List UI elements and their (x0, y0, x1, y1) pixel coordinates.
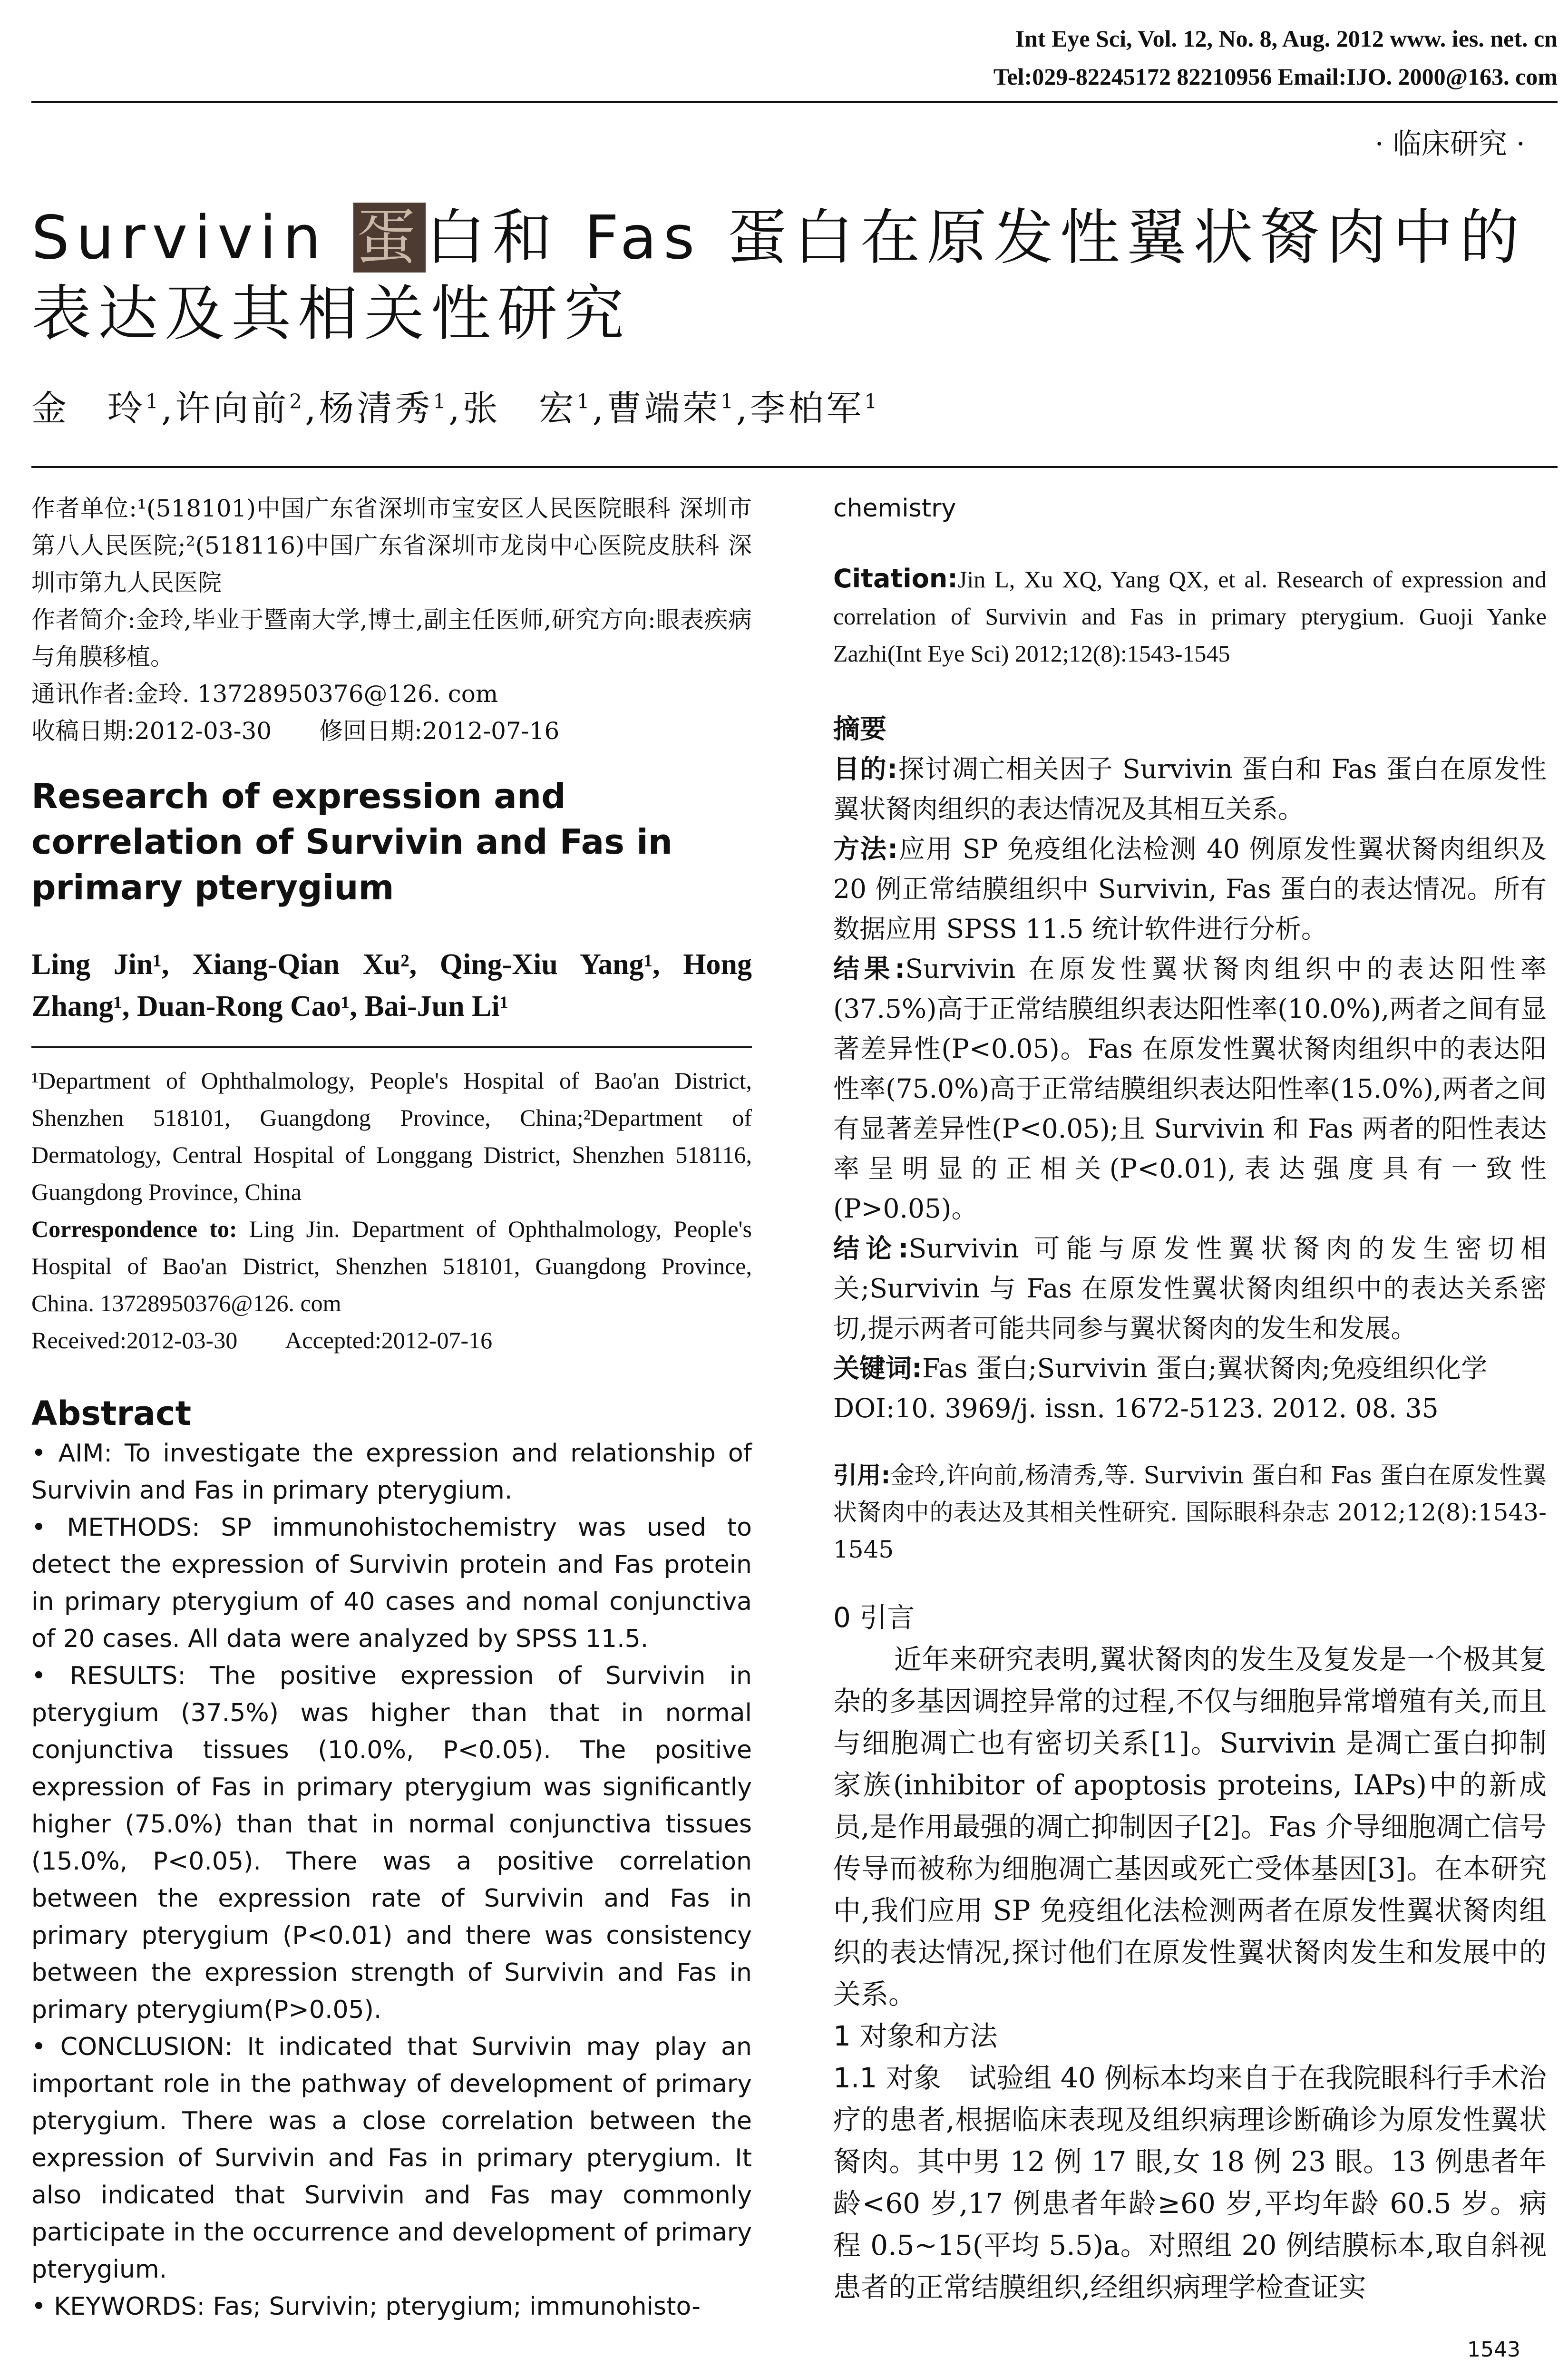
author-list-cn: 金 玲$^1$,许向前$^2$,杨清秀$^1$,张 宏$^1$,曹端荣$^1$,李柏军$^1$ (31, 388, 880, 429)
paper-title (31, 200, 1553, 352)
left-column (31, 490, 752, 2325)
dates-line: 收稿日期:2012-03-30 修回日期:2012-07-16 (31, 717, 560, 745)
cn-abstract-label: 结果: (833, 954, 906, 984)
title-highlight: 蛋 (353, 203, 426, 273)
cn-abstract-label: 关键词: (833, 1353, 922, 1383)
cn-citation-label: 引用: (833, 1461, 891, 1489)
affiliation-divider (31, 1046, 752, 1048)
abstract-aim: • AIM: To investigate the expression and relationship of Survivin and Fas in primary pterygium. (31, 1439, 752, 1505)
title-part-1: Survivin (31, 203, 353, 273)
cn-abstract-label: 方法: (833, 834, 898, 864)
correspondence (31, 1210, 752, 1322)
journal-contact-line: Tel:029-82245172 82210956 Email:IJO. 2000@163. com (993, 63, 1558, 90)
citation-text: Jin L, Xu XQ, Yang QX, et al. Research of expression and correlation of Survivin and Fas in primary pterygium. Guoji Yanke Zazhi(Int Eye Sci) 2012;12(8):1543-1545 (833, 566, 1547, 667)
journal-info-line: Int Eye Sci, Vol. 12, No. 8, Aug. 2012 www. ies. net. cn (1015, 25, 1558, 52)
cn-citation-text: 金玲,许向前,杨清秀,等. Survivin 蛋白和 Fas 蛋白在原发性翼状胬肉中的表达及其相关性研究. 国际眼科杂志 2012;12(8):1543-1545 (833, 1461, 1547, 1563)
author-name: 曹端荣 (606, 388, 721, 429)
cn-abstract-methods (833, 829, 1547, 949)
authors-divider (31, 466, 1558, 468)
english-title: Research of expression and correlation of Survivin and Fas in primary pterygium (31, 776, 673, 907)
author-sup: 1 (433, 390, 449, 413)
author-name: 李柏军 (750, 388, 865, 429)
abstract-conclusion: • CONCLUSION: It indicated that Survivin may play an important role in the pathway of development of primary pterygium. There was a close correlation between the expression of Survivin and Fas in primary pterygium. It also indicated that Survivin and Fas may commonly participate in the occurrence and development of primary pterygium. (31, 2033, 752, 2284)
author-sup: 1 (864, 390, 880, 413)
title-part-2: 白和 Fas 蛋白在原发性翼状胬肉中的表达及其相关性研究 (31, 203, 1526, 349)
cn-citation (833, 1457, 1547, 1568)
cn-abstract-conclusion (833, 1228, 1547, 1348)
cn-abstract-label: 结论: (833, 1233, 909, 1264)
correspondence-text: Ling Jin. Department of Ophthalmology, People's Hospital of Bao'an District, Shenzhen 518101, Guangdong Province, China. 13728950376@126. com (31, 1216, 752, 1316)
abstract-results: • RESULTS: The positive expression of Survivin in pterygium (37.5%) was higher than that in normal conjunctiva tissues (10.0%, P<0.05). The positive expression of Fas in primary pterygium was significantly higher (75.0%) than that in normal conjunctiva tissues (15.0%, P<0.05). There was a positive correlation between the expression rate of Survivin and Fas in primary pterygium (P<0.01) and there was consistency between the expression strength of Survivin and Fas in primary pterygium(P>0.05). (31, 1662, 752, 2024)
cn-abstract-results (833, 949, 1547, 1228)
journal-header (31, 0, 1558, 102)
affiliation-cn (31, 490, 752, 750)
author-sup: 1 (576, 390, 593, 413)
cn-abstract-label: 目的: (833, 754, 898, 784)
abstract-methods: • METHODS: SP immunohistochemistry was used to detect the expression of Survivin protein and Fas protein in primary pterygium of 40 cases and nomal conjunctiva of 20 cases. All data were analyzed by SPSS 11.5. (31, 1513, 752, 1653)
author-sup: 2 (289, 390, 305, 413)
author-name: 张 宏 (462, 388, 577, 429)
author-sup: 1 (146, 390, 161, 413)
english-authors: Ling Jin¹, Xiang-Qian Xu², Qing-Xiu Yang¹, Hong Zhang¹, Duan-Rong Cao¹, Bai-Jun Li¹ (31, 948, 752, 1023)
corresponding-author-line: 通讯作者:金玲. 13728950376@126. com (31, 680, 498, 708)
cn-abstract-heading: 摘要 (833, 714, 886, 745)
author-sup: 1 (721, 390, 736, 413)
author-name: 杨清秀 (319, 388, 433, 429)
author-name: 许向前 (175, 388, 290, 429)
correspondence-label: Correspondence to: (31, 1216, 237, 1242)
citation (833, 560, 1547, 672)
received-dates: Received:2012-03-30 Accepted:2012-07-16 (31, 1327, 493, 1354)
methods-heading: 1 对象和方法 (833, 2020, 998, 2052)
author-bio-line: 作者简介:金玲,毕业于暨南大学,博士,副主任医师,研究方向:眼表疾病与角膜移植。 (31, 606, 752, 671)
affiliation-line: 作者单位:¹(518101)中国广东省深圳市宝安区人民医院眼科 深圳市第八人民医院;²(518116)中国广东省深圳市龙岗中心医院皮肤科 深圳市第九人民医院 (31, 495, 752, 596)
cn-abstract-aim (833, 749, 1547, 829)
subsection-text: 试验组 40 例标本均来自于在我院眼科行手术治疗的患者,根据临床表现及组织病理诊断确诊为原发性翼状胬肉。其中男 12 例 17 眼,女 18 例 23 眼。13 例患者年龄<60 岁,17 例患者年龄≥60 岁,平均年龄 60.5 岁。病程 0.5~15(平均 5.5)a。对照组 20 例结膜标本,取自斜视患者的正常结膜组织,经组织病理学检查证实 (833, 2062, 1547, 2303)
right-column (833, 490, 1547, 2308)
cn-abstract-keywords (833, 1348, 1547, 1388)
intro-heading: 0 引言 (833, 1601, 915, 1634)
english-affiliation: ¹Department of Ophthalmology, People's Hospital of Bao'an District, Shenzhen 518101, Guangdong Province, China;²Department of Dermatology, Central Hospital of Longgang District, Shenzhen 518116, Guangdong Province, China (31, 1067, 752, 1205)
header-divider (31, 101, 1558, 103)
section-label: · 临床研究 · (1374, 127, 1525, 161)
page-number: 1543 (1467, 2338, 1520, 2362)
cn-abstract-text: Survivin 可能与原发性翼状胬肉的发生密切相关;Survivin 与 Fas 在原发性翼状胬肉组织中的表达关系密切,提示两者可能共同参与翼状胬肉的发生和发展。 (833, 1233, 1547, 1344)
cn-abstract-text: 探讨凋亡相关因子 Survivin 蛋白和 Fas 蛋白在原发性翼状胬肉组织的表达情况及其相互关系。 (833, 754, 1547, 824)
intro-paragraph: 近年来研究表明,翼状胬肉的发生及复发是一个极其复杂的多基因调控异常的过程,不仅与细胞异常增殖有关,而且与细胞凋亡也有密切关系[1]。Survivin 是凋亡蛋白抑制家族(inhibitor of apoptosis proteins, IAPs)中的新成员,是作用最强的凋亡抑制因子[2]。Fas 介导细胞凋亡信号传导而被称为细胞凋亡基因或死亡受体基因[3]。在本研究中,我们应用 SP 免疫组化法检测两者在原发性翼状胬肉组织的表达情况,探讨他们在原发性翼状胬肉发生和发展中的关系。 (833, 1643, 1547, 2010)
doi: DOI:10. 3969/j. issn. 1672-5123. 2012. 08. 35 (833, 1393, 1439, 1423)
subsection-label: 1.1 对象 (833, 2062, 942, 2094)
abstract-heading: Abstract (31, 1394, 192, 1433)
keywords-continuation: chemistry (833, 494, 956, 523)
subjects-paragraph (833, 2057, 1547, 2308)
author-name: 金 玲 (31, 388, 146, 429)
cn-abstract-text: 应用 SP 免疫组化法检测 40 例原发性翼状胬肉组织及 20 例正常结膜组织中 Survivin, Fas 蛋白的表达情况。所有数据应用 SPSS 11.5 统计软件进行分析。 (833, 834, 1547, 944)
citation-label: Citation: (833, 564, 958, 594)
cn-abstract-text: Fas 蛋白;Survivin 蛋白;翼状胬肉;免疫组织化学 (922, 1353, 1488, 1383)
abstract-keywords: • KEYWORDS: Fas; Survivin; pterygium; immunohisto- (31, 2292, 701, 2321)
cn-abstract-text: Survivin 在原发性翼状胬肉组织中的表达阳性率(37.5%)高于正常结膜组织表达阳性率(10.0%),两者之间有显著差异性(P<0.05)。Fas 在原发性翼状胬肉组织中的表达阳性率(75.0%)高于正常结膜组织表达阳性率(15.0%),两者之间有显著差异性(P<0.05);且 Survivin 和 Fas 两者的阳性表达率呈明显的正相关(P<0.01),表达强度具有一致性(P>0.05)。 (833, 954, 1547, 1224)
